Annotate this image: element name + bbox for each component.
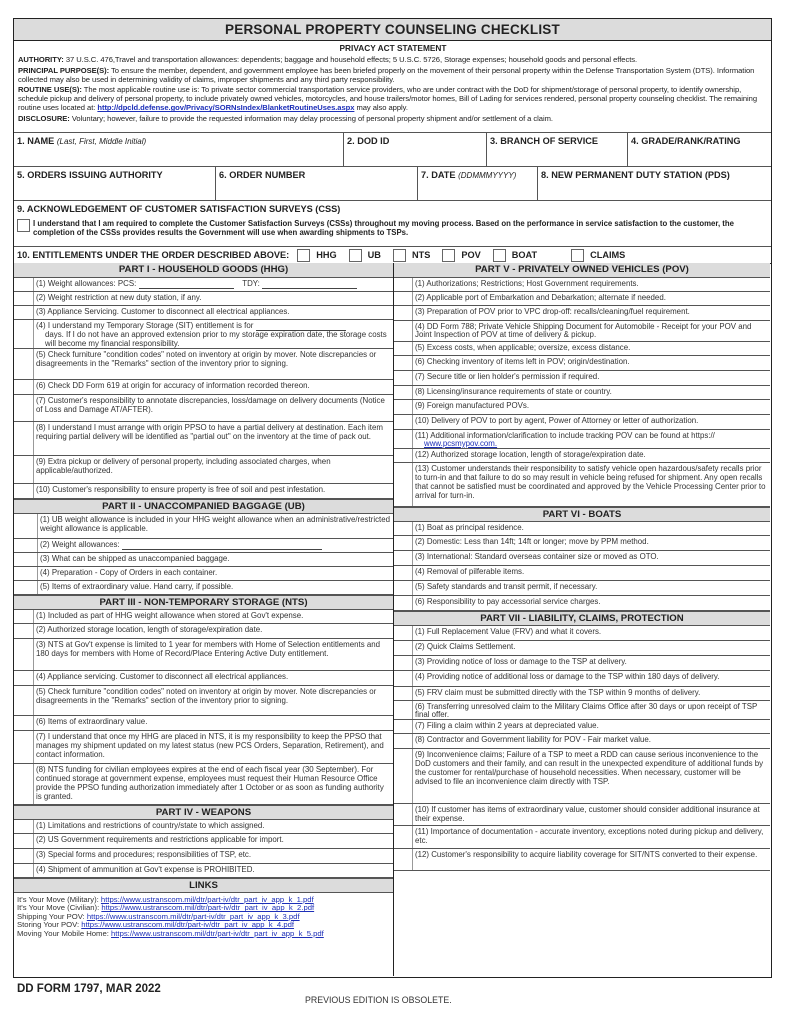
item-checkbox[interactable] xyxy=(14,320,34,348)
item-checkbox[interactable] xyxy=(394,415,413,429)
item-text: (5) FRV claim must be submitted directly with the TSP within 9 months of delivery. xyxy=(415,688,701,697)
css-text: I understand that I am required to complete the Customer Satisfaction Surveys (CSSs) throughout my moving process. Based on the performance in service satisfaction to the customer, the completion of the CSSs provides results the Government will use when awarding shipments to TSPs. xyxy=(33,219,735,237)
item-text: (7) Secure title or lien holder's permission if required. xyxy=(415,372,600,381)
item-text: (13) Customer understands their responsibility to satisfy vehicle open hazardous/safety recalls prior to turn-in and that failure to do so may result in vehicle being refused for shipment. Any open recalls that cannot be satisfied must be coordinated and approved by the Vehicle Processing Center prior to arrival for turn-in. xyxy=(415,464,766,500)
checklist-item xyxy=(394,656,770,671)
pov-checkbox[interactable] xyxy=(442,249,455,262)
item-text: (3) International: Standard overseas container size or moved as OTO. xyxy=(415,552,659,561)
checklist-item xyxy=(14,306,393,320)
item-checkbox[interactable] xyxy=(394,671,413,686)
item-checkbox[interactable] xyxy=(14,624,34,638)
entitlements-row xyxy=(14,247,771,264)
link-mobile-home[interactable]: https://www.ustranscom.mil/dtr/part-iv/dtr_part_iv_app_k_5.pdf xyxy=(111,928,324,938)
item-text: (7) I understand that once my HHG are placed in NTS, it is my responsibility to keep the PPSO that manages my shipment updated on my latest status (new PCS Orders, Separation, Retirement), and contact information. xyxy=(36,732,384,759)
pov-label: POV xyxy=(461,250,481,260)
entitlements-label: 10. ENTITLEMENTS UNDER THE ORDER DESCRIBED ABOVE: xyxy=(17,250,290,260)
item-checkbox[interactable] xyxy=(14,292,34,305)
item-checkbox[interactable] xyxy=(14,553,38,566)
checklist-item xyxy=(394,463,770,507)
item-checkbox[interactable] xyxy=(14,306,34,319)
date-hint: (DDMMMYYYY) xyxy=(458,171,517,180)
item-text: (8) I understand I must arrange with origin PPSO to have a partial delivery at destination. Each item requiring partial delivery will be identified as "partial out" on the inventory at the time of pack out. xyxy=(36,423,383,441)
item-checkbox[interactable] xyxy=(14,349,34,379)
date-field[interactable] xyxy=(418,167,538,200)
item-text: (2) Applicable port of Embarkation and Debarkation; alternate if needed. xyxy=(415,293,666,302)
item-text: (3) NTS at Gov't expense is limited to 1 year for members with Home of Selection entitlements and 180 days for members with Home of Record/Place Entering Active Duty entitlement. xyxy=(36,640,381,658)
item-text: (4) I understand my Temporary Storage (SIT) entitlement is for xyxy=(36,321,254,330)
item-checkbox[interactable] xyxy=(394,386,413,399)
orders-row xyxy=(14,167,771,201)
orders-authority-label: 5. ORDERS ISSUING AUTHORITY xyxy=(17,170,163,180)
css-checkbox[interactable] xyxy=(17,219,30,232)
item-text: (1) Weight allowances: PCS: xyxy=(36,279,137,288)
checklist-item xyxy=(14,456,393,484)
part-7-heading: PART VII - LIABILITY, CLAIMS, PROTECTION xyxy=(394,611,770,626)
checklist-item xyxy=(14,278,393,292)
item-checkbox[interactable] xyxy=(394,656,413,670)
item-text: (5) Items of extraordinary value. Hand carry, if possible. xyxy=(40,582,234,591)
routine-text: The most applicable routine use is: To private sector commercial transportation service providers, who are under contract with the DoD for shipment/storage of personal property, to identify ownership, schedule pickup and delivery of personal property, to include privately owned vehicles, motorcycles, and house trailers/motor homes, Bill of Lading for services rendered, personal property counseling checklist. The remaining routine uses located at: xyxy=(18,85,758,113)
checklist-columns xyxy=(14,263,770,976)
checklist-item xyxy=(394,720,770,734)
checklist-item xyxy=(14,624,393,639)
boat-checkbox[interactable] xyxy=(493,249,506,262)
item-text: (3) What can be shipped as unaccompanied baggage. xyxy=(40,554,230,563)
item-text: (3) Special forms and procedures; responsibilities of TSP, etc. xyxy=(36,850,252,859)
link-civilian-move[interactable]: https://www.ustranscom.mil/dtr/part-iv/dtr_part_iv_app_k_2.pdf xyxy=(101,903,315,913)
entitlement-hhg[interactable] xyxy=(297,249,336,262)
checklist-item xyxy=(14,422,393,456)
date-label: 7. DATE xyxy=(421,170,456,180)
item-checkbox[interactable] xyxy=(394,804,413,825)
item-checkbox[interactable] xyxy=(394,701,413,719)
grade-label: 4. GRADE/RANK/RATING xyxy=(631,136,741,146)
css-heading: 9. ACKNOWLEDGEMENT OF CUSTOMER SATISFACTION SURVEYS (CSS) xyxy=(17,204,341,214)
item-checkbox[interactable] xyxy=(14,278,34,291)
dod-id-label: 2. DOD ID xyxy=(347,136,390,146)
routine-uses-link[interactable]: http://dpcld.defense.gov/Privacy/SORNsIndex/BlanketRoutineUses.aspx xyxy=(97,103,355,113)
checklist-item xyxy=(394,386,770,400)
item-checkbox[interactable] xyxy=(394,522,413,535)
item-text: (4) Providing notice of additional loss or damage to the TSP within 180 days of delivery. xyxy=(415,672,720,681)
checklist-item xyxy=(394,826,770,849)
identity-row xyxy=(14,133,771,167)
item-checkbox[interactable] xyxy=(14,731,34,763)
hhg-label: HHG xyxy=(316,250,337,260)
checklist-item xyxy=(394,626,770,641)
routine-tail: may also apply. xyxy=(354,103,408,113)
item-checkbox[interactable] xyxy=(14,514,38,538)
item-text: (2) Quick Claims Settlement. xyxy=(415,642,516,651)
item-text: (4) Appliance servicing. Customer to disconnect all electrical appliances. xyxy=(36,672,289,681)
item-text: (4) DD Form 788; Private Vehicle Shipping Document for Automobile - Receipt for your POV and Joint Inspection of POV at time of delivery & pickup. xyxy=(415,322,752,339)
checklist-item xyxy=(14,849,393,864)
item-text: (12) Authorized storage location, length of storage/expiration date. xyxy=(415,450,646,459)
authority-label: AUTHORITY: xyxy=(18,55,64,64)
item-text: (10) Customer's responsibility to ensure property is free of soil and pest infestation. xyxy=(36,485,326,494)
item-text: (10) If customer has items of extraordinary value, customer should consider additional insurance at their expense. xyxy=(415,805,760,823)
item-checkbox[interactable] xyxy=(394,371,413,385)
item-checkbox[interactable] xyxy=(14,610,34,623)
item-text: (5) Check furniture "condition codes" noted on inventory at origin by mover. Note discrepancies or disagreements in the "Remarks" section of the inventory prior to signing. xyxy=(36,350,377,368)
checklist-item xyxy=(394,430,770,449)
item-checkbox[interactable] xyxy=(394,626,413,640)
links-heading: LINKS xyxy=(14,878,393,893)
claims-checkbox[interactable] xyxy=(571,249,584,262)
item-checkbox[interactable] xyxy=(394,400,413,414)
authority-text: 37 U.S.C. 476,Travel and transportation allowances: dependents; baggage and household effects; 5 U.S.C. 5726, Storage expenses; household goods and personal effects. xyxy=(63,55,638,64)
link-label: Moving Your Mobile Home: xyxy=(17,928,112,938)
links-list xyxy=(14,893,393,941)
item-checkbox[interactable] xyxy=(394,342,413,355)
item-text: (10) Delivery of POV to port by agent, Power of Attorney or letter of authorization. xyxy=(415,416,699,425)
item-text: (9) Foreign manufactured POVs. xyxy=(415,401,530,410)
link-storing-pov[interactable]: https://www.ustranscom.mil/dtr/part-iv/dtr_part_iv_app_k_4.pdf xyxy=(81,920,295,930)
branch-field[interactable] xyxy=(487,133,628,166)
purpose-label: PRINCIPAL PURPOSE(S): xyxy=(18,65,110,75)
item-text: (1) Included as part of HHG weight allowance when stored at Gov't expense. xyxy=(36,611,304,620)
item-checkbox[interactable] xyxy=(14,671,34,685)
right-column xyxy=(394,263,770,976)
pds-field[interactable] xyxy=(538,167,771,200)
entitlement-ub[interactable] xyxy=(349,249,381,262)
pcsmypov-link[interactable]: www.pcsmypov.com. xyxy=(424,438,498,448)
nts-label: NTS xyxy=(411,250,431,260)
item-text: (4) Removal of pilferable items. xyxy=(415,567,525,576)
item-checkbox[interactable] xyxy=(394,463,413,506)
checklist-item xyxy=(14,864,393,878)
item-checkbox[interactable] xyxy=(394,430,413,448)
checklist-item xyxy=(394,536,770,551)
item-text: (1) Authorizations; Restrictions; Host Government requirements. xyxy=(415,279,639,288)
item-text: (4) Shipment of ammunition at Gov't expense is PROHIBITED. xyxy=(36,865,255,874)
item-checkbox[interactable] xyxy=(394,641,413,655)
link-label: It's Your Move (Military): xyxy=(17,895,101,904)
checklist-item xyxy=(394,804,770,826)
item-checkbox[interactable] xyxy=(394,356,413,370)
name-hint: (Last, First, Middle Initial) xyxy=(56,137,147,146)
checklist-item xyxy=(394,849,770,871)
link-row xyxy=(17,930,390,938)
item-text: (2) US Government requirements and restrictions applicable for import. xyxy=(36,835,284,844)
checklist-item xyxy=(394,400,770,415)
item-checkbox[interactable] xyxy=(14,849,34,863)
order-number-field[interactable] xyxy=(216,167,418,200)
item-checkbox[interactable] xyxy=(14,820,34,833)
branch-label: 3. BRANCH OF SERVICE xyxy=(490,136,599,146)
checklist-item xyxy=(394,551,770,566)
item-text: (1) UB weight allowance is included in your HHG weight allowance when an administrative/restricted weight allowance is applicable. xyxy=(40,515,390,533)
item-checkbox[interactable] xyxy=(14,581,38,594)
item-text: (8) NTS funding for civilian employees expires at the end of each fiscal year (30 September). For continued storage at government expense, employees must request their Human Resource Office provide the PPSO funding authorization immediately after 1 October or as soon as funding authority is granted. xyxy=(36,765,384,801)
dod-id-field[interactable] xyxy=(344,133,487,166)
item-text: (2) Weight restriction at new duty station, if any. xyxy=(36,293,202,302)
checklist-item xyxy=(14,484,393,499)
hhg-checkbox[interactable] xyxy=(297,249,310,262)
claims-label: CLAIMS xyxy=(590,250,626,260)
item-text: (4) Preparation - Copy of Orders in each container. xyxy=(40,568,218,577)
checklist-item xyxy=(394,596,770,611)
item-checkbox[interactable] xyxy=(14,422,34,455)
item-checkbox[interactable] xyxy=(14,764,34,804)
checklist-item xyxy=(394,342,770,356)
checklist-item xyxy=(14,567,393,581)
order-number-label: 6. ORDER NUMBER xyxy=(219,170,306,180)
item-text: (1) Limitations and restrictions of country/state to which assigned. xyxy=(36,821,265,830)
checklist-item xyxy=(14,514,393,539)
checklist-item xyxy=(394,581,770,596)
item-text: (1) Full Replacement Value (FRV) and what it covers. xyxy=(415,627,602,636)
ub-label: UB xyxy=(367,250,381,260)
item-checkbox[interactable] xyxy=(394,536,413,550)
item-text: (3) Appliance Servicing. Customer to disconnect all electrical appliances. xyxy=(36,307,290,316)
item-checkbox[interactable] xyxy=(394,566,413,580)
item-checkbox[interactable] xyxy=(394,849,413,870)
entitlement-claims[interactable] xyxy=(571,249,625,262)
item-checkbox[interactable] xyxy=(14,539,38,552)
part-2-heading: PART II - UNACCOMPANIED BAGGAGE (UB) xyxy=(14,499,393,514)
item-checkbox[interactable] xyxy=(14,686,34,715)
checklist-item xyxy=(394,449,770,463)
part-3-heading: PART III - NON-TEMPORARY STORAGE (NTS) xyxy=(14,595,393,610)
item-text: (11) Importance of documentation - accurate inventory, exceptions noted during pickup and delivery, etc. xyxy=(415,827,764,845)
checklist-item xyxy=(14,671,393,686)
item-checkbox[interactable] xyxy=(394,449,413,462)
checklist-item xyxy=(394,734,770,749)
item-text: (6) Items of extraordinary value. xyxy=(36,717,148,726)
css-acknowledgement xyxy=(14,201,771,247)
item-checkbox[interactable] xyxy=(394,749,413,803)
item-checkbox[interactable] xyxy=(394,720,413,733)
checklist-item xyxy=(394,356,770,371)
left-column xyxy=(14,263,394,976)
item-text: (1) Boat as principal residence. xyxy=(415,523,524,532)
item-text: (6) Responsibility to pay accessorial service charges. xyxy=(415,597,601,606)
pcs-weight-field[interactable] xyxy=(139,288,234,289)
item-checkbox[interactable] xyxy=(394,687,413,700)
link-shipping-pov[interactable]: https://www.ustranscom.mil/dtr/part-iv/dtr_part_iv_app_k_3.pdf xyxy=(86,911,300,921)
routine-use-paragraph xyxy=(18,85,768,112)
ub-weight-field[interactable] xyxy=(122,549,322,550)
checklist-item xyxy=(14,820,393,834)
checklist-item xyxy=(394,671,770,687)
item-text: (7) Filing a claim within 2 years at depreciated value. xyxy=(415,721,599,730)
checklist-item xyxy=(394,522,770,536)
nts-checkbox[interactable] xyxy=(393,249,406,262)
boat-label: BOAT xyxy=(511,250,538,260)
checklist-item xyxy=(14,581,393,595)
item-checkbox[interactable] xyxy=(394,321,413,341)
item-text: (5) Excess costs, when applicable; oversize, excess distance. xyxy=(415,343,631,352)
item-checkbox[interactable] xyxy=(14,567,38,580)
part-5-heading: PART V - PRIVATELY OWNED VEHICLES (POV) xyxy=(394,263,770,278)
item-checkbox[interactable] xyxy=(394,596,413,610)
authority-paragraph xyxy=(18,55,768,64)
checklist-item xyxy=(14,639,393,671)
part-4-heading: PART IV - WEAPONS xyxy=(14,805,393,820)
checklist-item xyxy=(394,278,770,292)
item-text: (2) Weight allowances: xyxy=(40,540,120,549)
item-checkbox[interactable] xyxy=(14,864,34,877)
checklist-item xyxy=(14,834,393,849)
item-checkbox[interactable] xyxy=(14,395,34,421)
part-6-heading: PART VI - BOATS xyxy=(394,507,770,522)
item-text: (11) Additional information/clarification to include tracking POV can be found at https:// xyxy=(415,431,715,440)
item-checkbox[interactable] xyxy=(394,292,413,305)
counseling-checklist-form xyxy=(13,18,772,978)
checklist-item xyxy=(14,610,393,624)
item-text: (3) Preparation of POV prior to VPC drop-off: recalls/cleaning/fuel requirement. xyxy=(415,307,690,316)
item-checkbox[interactable] xyxy=(394,734,413,748)
item-checkbox[interactable] xyxy=(14,716,34,730)
purpose-text: To ensure the member, dependent, and government employee has been briefed properly on the movement of their personal property within the Defense Transportation System (DTS). Information collected may also be used in determining validity of claims, improper shipments and any third party responsibility. xyxy=(18,65,755,84)
item-text-cont: days. If I do not have an approved extension prior to my storage expiration date, the storage costs will become my financial responsibility. xyxy=(45,329,387,348)
name-field[interactable] xyxy=(14,133,344,166)
disclosure-label: DISCLOSURE: xyxy=(18,114,70,124)
item-checkbox[interactable] xyxy=(394,278,413,291)
item-text: (9) Inconvenience claims; Failure of a TSP to meet a RDD can cause serious inconvenience to the DoD customers and their family, and can result in the unexpected expenditure of additional funds by the customer for rental/purchase of household necessities. When necessary, customer will be advised to file an inconvenience claim directly with TSP. xyxy=(415,750,764,786)
item-text: (5) Safety standards and transit permit, if necessary. xyxy=(415,582,598,591)
item-checkbox[interactable] xyxy=(14,484,34,498)
item-text: (8) Licensing/insurance requirements of state or country. xyxy=(415,387,612,396)
pds-label: 8. NEW PERMANENT DUTY STATION (PDS) xyxy=(541,170,730,180)
item-text: (7) Customer's responsibility to annotate discrepancies, loss/damage on delivery documents (Notice of Loss and Damage AT/AFTER). xyxy=(36,396,385,414)
checklist-item xyxy=(394,415,770,430)
entitlement-pov[interactable] xyxy=(442,249,480,262)
item-checkbox[interactable] xyxy=(394,551,413,565)
checklist-item xyxy=(14,395,393,422)
item-text: (8) Contractor and Government liability for POV - Fair market value. xyxy=(415,735,651,744)
item-text: (6) Transferring unresolved claim to the Military Claims Office after 30 days or upon receipt of TSP final offer. xyxy=(415,702,758,719)
link-military-move[interactable]: https://www.ustranscom.mil/dtr/part-iv/dtr_part_iv_app_k_1.pdf xyxy=(100,895,314,904)
checklist-item xyxy=(394,566,770,581)
edition-note: PREVIOUS EDITION IS OBSOLETE. xyxy=(305,995,452,1005)
checklist-item xyxy=(394,321,770,342)
part-1-heading: PART I - HOUSEHOLD GOODS (HHG) xyxy=(14,263,393,278)
grade-field[interactable] xyxy=(628,133,771,166)
checklist-item xyxy=(394,306,770,321)
item-text: (2) Authorized storage location, length of storage/expiration date. xyxy=(36,625,263,634)
item-text: (12) Customer's responsibility to acquire liability coverage for SIT/NTS converted to their expense. xyxy=(415,850,758,859)
checklist-item xyxy=(14,292,393,306)
item-text: (6) Check DD Form 619 at origin for accuracy of information recorded thereon. xyxy=(36,381,310,390)
checklist-item xyxy=(14,539,393,553)
purpose-paragraph xyxy=(18,66,768,84)
checklist-item xyxy=(394,292,770,306)
checklist-item xyxy=(14,380,393,395)
privacy-heading: PRIVACY ACT STATEMENT xyxy=(339,43,447,53)
item-checkbox[interactable] xyxy=(14,834,34,848)
tdy-weight-field[interactable] xyxy=(262,288,357,289)
item-text: (9) Extra pickup or delivery of personal property, including associated charges, when applicable/authorized. xyxy=(36,457,331,475)
checklist-item xyxy=(14,320,393,349)
item-checkbox[interactable] xyxy=(394,581,413,595)
link-label: It's Your Move (Civilian): xyxy=(17,903,102,913)
link-label: Shipping Your POV: xyxy=(17,911,87,921)
item-checkbox[interactable] xyxy=(394,826,413,848)
orders-authority-field[interactable] xyxy=(14,167,216,200)
item-checkbox[interactable] xyxy=(14,456,34,483)
checklist-item xyxy=(14,553,393,567)
name-label: 1. NAME xyxy=(17,136,55,146)
item-checkbox[interactable] xyxy=(14,639,34,670)
disclosure-paragraph xyxy=(18,114,768,123)
checklist-item xyxy=(394,701,770,720)
routine-label: ROUTINE USE(S): xyxy=(18,85,82,95)
form-number: DD FORM 1797, MAR 2022 xyxy=(17,983,161,995)
checklist-item xyxy=(14,716,393,731)
checklist-item xyxy=(394,641,770,656)
checklist-item xyxy=(14,731,393,764)
checklist-item xyxy=(394,371,770,386)
item-checkbox[interactable] xyxy=(14,380,34,394)
entitlement-boat[interactable] xyxy=(493,249,537,262)
item-checkbox[interactable] xyxy=(394,306,413,320)
checklist-item xyxy=(14,686,393,716)
checklist-item xyxy=(394,749,770,804)
tdy-label: TDY: xyxy=(242,279,260,288)
ub-checkbox[interactable] xyxy=(349,249,362,262)
disclosure-text: Voluntary; however, failure to provide the requested information may delay processing of personal property shipment and/or settlement of a claim. xyxy=(69,114,553,124)
privacy-act-statement xyxy=(14,41,771,133)
entitlement-nts[interactable] xyxy=(393,249,430,262)
checklist-item xyxy=(14,764,393,805)
item-text: (5) Check furniture "condition codes" noted on inventory at origin by mover. Note discrepancies or disagreements in the "Remarks" section of the inventory prior to signing. xyxy=(36,687,377,705)
item-text: (3) Providing notice of loss or damage to the TSP at delivery. xyxy=(415,657,627,666)
form-title: PERSONAL PROPERTY COUNSELING CHECKLIST xyxy=(14,19,771,41)
checklist-item xyxy=(394,687,770,701)
checklist-item xyxy=(14,349,393,380)
item-text: (2) Domestic: Less than 14ft; 14ft or longer; move by PPM method. xyxy=(415,537,649,546)
item-text: (6) Checking inventory of items left in POV; origin/destination. xyxy=(415,357,630,366)
link-label: Storing Your POV: xyxy=(17,920,82,930)
